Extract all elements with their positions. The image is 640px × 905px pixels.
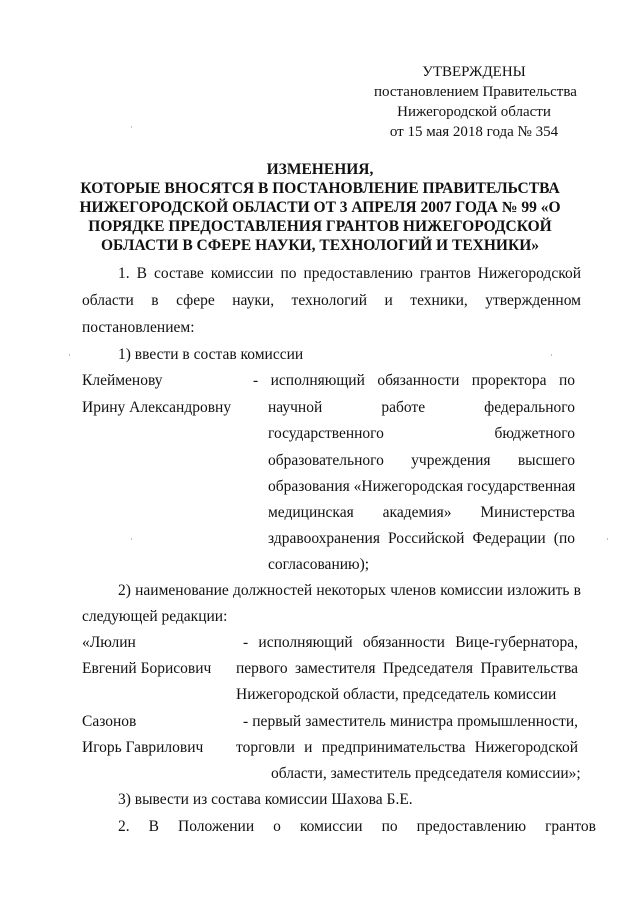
document-title xyxy=(60,160,580,255)
member-1-desc-line-1: - исполняющий обязанности проректора по xyxy=(253,372,575,389)
title-line-1: ИЗМЕНЕНИЯ, xyxy=(266,161,374,178)
member-1-desc-line-2: научной работе федерального xyxy=(268,399,575,416)
member-2-surname: «Люлин xyxy=(82,634,136,651)
member-3-desc-line-1: - первый заместитель министра промышленности, xyxy=(243,713,578,730)
member-2-desc-line-1: - исполняющий обязанности Вице-губернатора, xyxy=(243,634,578,651)
item-2-line-1: 2) наименование должностей некоторых членов комиссии изложить в xyxy=(118,582,581,599)
approval-stamp-block xyxy=(374,62,577,142)
member-1-desc-line-5: образования «Нижегородская государственная xyxy=(268,478,576,495)
member-3-desc-line-3: области, заместитель председателя комиссии»; xyxy=(271,765,581,782)
item-2-line-2: следующей редакции: xyxy=(82,608,228,625)
item-1-text: 1) ввести в состав комиссии xyxy=(118,346,304,363)
item-3-text: 3) вывести из состава комиссии Шахова Б.Е. xyxy=(118,791,413,808)
member-1-desc-line-8: согласованию); xyxy=(268,556,370,573)
paragraph-1-line-2: области в сфере науки, технологий и техники, утвержденном xyxy=(82,292,581,309)
paragraph-1-line-1: 1. В составе комиссии по предоставлению грантов Нижегородской xyxy=(118,265,581,282)
member-1-desc-line-4: образовательного учреждения высшего xyxy=(268,452,575,469)
member-2-desc-line-2: первого заместителя Председателя Правительства xyxy=(236,660,578,677)
member-3-desc-line-2: торговли и предпринимательства Нижегородской xyxy=(236,739,578,756)
approved-heading: УТВЕРЖДЕНЫ xyxy=(422,64,526,80)
paragraph-2-line-1: 2. В Положении о комиссии по предоставлению грантов xyxy=(118,818,596,835)
member-2-desc-line-3: Нижегородской области, председатель комиссии xyxy=(236,686,557,703)
title-line-4: ПОРЯДКЕ ПРЕДОСТАВЛЕНИЯ ГРАНТОВ НИЖЕГОРОДСКОЙ xyxy=(88,218,552,235)
member-3-surname: Сазонов xyxy=(82,713,137,730)
member-1-given-name: Ирину Александровну xyxy=(82,399,232,416)
paragraph-1-line-3: постановлением: xyxy=(82,319,195,336)
scan-speck: · xyxy=(130,534,133,544)
scan-speck: · xyxy=(68,350,71,360)
member-3-given-name: Игорь Гаврилович xyxy=(82,739,204,756)
scan-speck: · xyxy=(606,534,609,544)
member-1-desc-line-6: медицинская академия» Министерства xyxy=(268,504,575,521)
member-2-given-name: Евгений Борисович xyxy=(82,660,212,677)
scan-speck: · xyxy=(130,122,133,132)
member-1-surname: Клейменову xyxy=(82,372,163,389)
title-line-5: ОБЛАСТИ В СФЕРЕ НАУКИ, ТЕХНОЛОГИЙ И ТЕХНИКИ» xyxy=(100,237,540,254)
member-1-desc-line-3: государственного бюджетного xyxy=(268,425,575,442)
approved-by-line: постановлением Правительства xyxy=(374,84,577,100)
member-1-desc-line-7: здравоохранения Российской Федерации (по xyxy=(268,530,575,547)
approved-region-line: Нижегородской области xyxy=(397,104,551,120)
approved-date-line: от 15 мая 2018 года № 354 xyxy=(389,124,559,140)
title-line-2: КОТОРЫЕ ВНОСЯТСЯ В ПОСТАНОВЛЕНИЕ ПРАВИТЕЛЬСТВА xyxy=(80,180,560,197)
scan-speck: · xyxy=(550,350,553,360)
title-line-3: НИЖЕГОРОДСКОЙ ОБЛАСТИ ОТ 3 АПРЕЛЯ 2007 ГОДА № 99 «О xyxy=(79,199,561,216)
